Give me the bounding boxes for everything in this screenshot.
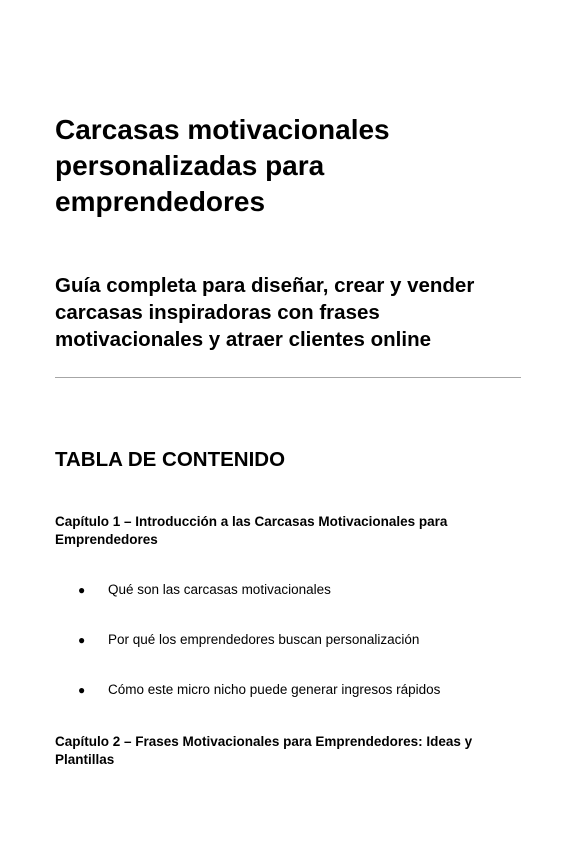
list-item (0, 630, 575, 650)
bullet-icon: ● (78, 633, 86, 647)
list-item (0, 580, 575, 600)
toc-chapter-1: Capítulo 1 – Introducción a las Carcasas Motivacionales para Emprendedores (55, 514, 448, 547)
toc-heading: TABLA DE CONTENIDO (55, 448, 286, 471)
list-item-text: Qué son las carcasas motivacionales (108, 582, 331, 597)
bullet-icon: ● (78, 583, 86, 597)
bullet-icon: ● (78, 683, 86, 697)
document-subtitle: Guía completa para diseñar, crear y vender carcasas inspiradoras con frases motivacionales y atraer clientes online (55, 274, 475, 351)
document-title: Carcasas motivacionales personalizadas para emprendedores (55, 114, 390, 217)
list-item (0, 680, 575, 700)
list-item-text: Cómo este micro nicho puede generar ingresos rápidos (108, 682, 441, 697)
toc-chapter-2: Capítulo 2 – Frases Motivacionales para Emprendedores: Ideas y Plantillas (55, 734, 473, 767)
list-item-text: Por qué los emprendedores buscan personalización (108, 632, 420, 647)
horizontal-divider (55, 377, 521, 378)
